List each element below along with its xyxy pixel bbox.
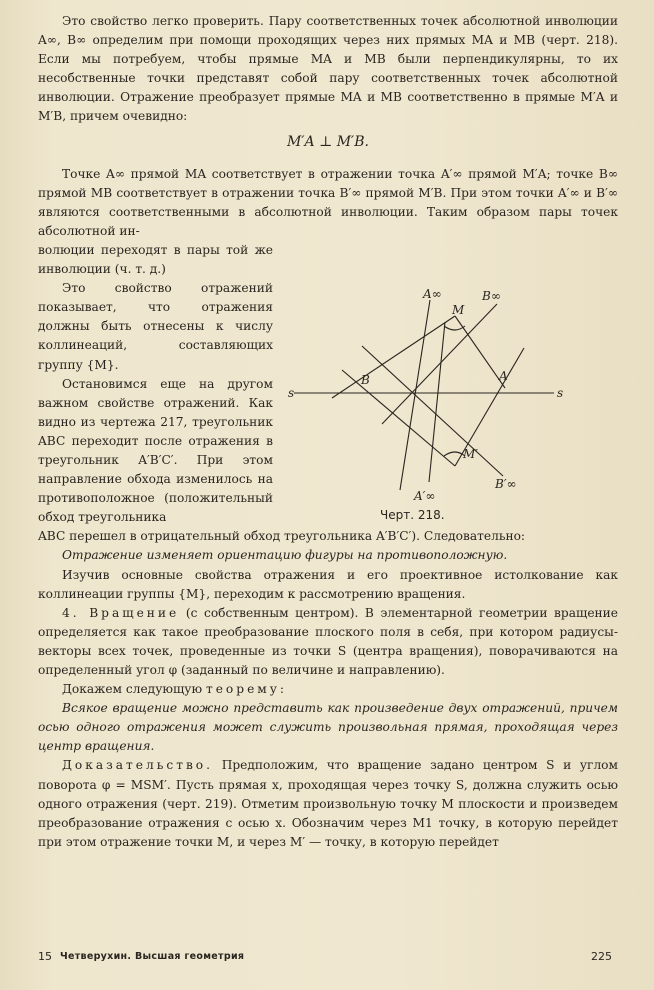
paragraph-10-text: Предположим, что вращение задано центром S и углом поворота φ = MSM′. Пусть прямая x, проходящая через точку S, должна служить осью одного отражения (черт. 219). Отметим произвольную точку M плоскости и произведем преобразование отражения с осью x. Обозначим через M1 точку, в которую перейдет при этом отражение точки M, и через M′ — точку, в которую перейдет (38, 758, 618, 849)
paragraph-1: Это свойство легко проверить. Пару соответственных точек абсолютной инволюции A∞, B∞ определим при помощи проходящих через них прямых MA и MB (черт. 218). Если мы потребуем, чтобы прямые MA и MB были перпендикулярны, то их несобственные точки представят собой пару соответственных точек абсолютной инволюции. Отражение преобразует прямые MA и MB соответственно в прямые M′A и M′B, причем очевидно: (38, 14, 618, 124)
line-b-inf (382, 304, 497, 424)
paragraph-8 (38, 680, 618, 699)
line-m-a (455, 316, 505, 388)
paragraph-7 (38, 604, 618, 680)
page-number: 225 (591, 950, 612, 963)
paragraph-7-text: (с собственным центром). В элементарной геометрии вращение определяется как такое преобразование плоского поля в себя, при котором радиусы-векторы всех точек, проведенные из точки S (центра вращения), поворачиваются на определенный угол φ (заданный по величине и направлению). (38, 605, 618, 677)
figure-caption: Черт. 218. (380, 508, 445, 522)
line-m-b (332, 316, 455, 398)
theorem-statement: Всякое вращение можно представить как произведение двух отражений, причем осью одного отражения может служить произвольная прямая, проходящая через центр вращения. (38, 701, 618, 754)
line-b-inf-prime (362, 346, 503, 476)
proof-heading: Доказательство. (62, 758, 214, 773)
paragraph-8-text: Докажем следующую (62, 682, 206, 697)
section-heading-rotation: 4. Вращение (62, 605, 180, 620)
label-m-prime: M′ (463, 447, 479, 461)
statement-orientation: Отражение изменяет ориентацию фигуры на противоположную. (62, 548, 508, 563)
label-s-left: s (288, 386, 295, 400)
paragraph-4-end: ABC перешел в отрицательный обход треугольника A′B′C′). Следовательно: (38, 529, 526, 544)
running-head: Четверухин. Высшая геометрия (60, 951, 245, 962)
label-a-infinity-prime: A′∞ (414, 489, 436, 503)
wrapped-column (38, 241, 273, 527)
right-angle-arc-bottom (444, 452, 465, 456)
line-a-inf-prime (429, 322, 445, 482)
label-a: A (499, 369, 508, 383)
paragraph-3: Это свойство отражений показывает, что отражения должны быть отнесены к числу коллинеаций, составляющих группу {M}. (38, 281, 273, 372)
label-b: B (361, 373, 370, 387)
paragraph-4: Остановимся еще на другом важном свойстве отражений. Как видно из чертежа 217, треугольник ABC переходит после отражения в треугольник A′B′C′. При этом направление обхода изменилось на противоположное (положительный обход треугольника (38, 376, 273, 525)
figure-lines (294, 300, 554, 490)
label-a-infinity: A∞ (423, 287, 442, 301)
signature-mark: 15 (38, 950, 52, 963)
theorem-word: теорему: (205, 682, 288, 697)
label-s-right: s (557, 386, 564, 400)
formula-perpendicular: M′A ⊥ M′B. (287, 133, 369, 150)
label-b-infinity-prime: B′∞ (495, 477, 517, 491)
paragraph-2: Точке A∞ прямой MA соответствует в отражении точка A′∞ прямой M′A; точке B∞ прямой MB соответствует в отражении точка B′∞ прямой M′B. При этом точки A′∞ и B′∞ являются соответственными в абсолютной инволюции. Таким образом пары точек абсолютной ин- (38, 166, 618, 238)
figure-218 (282, 280, 582, 540)
label-b-infinity: B∞ (482, 289, 501, 303)
paragraph-6: Изучив основные свойства отражения и его проективное истолкование как коллинеации группы {M}, переходим к рассмотрению вращения. (38, 567, 618, 601)
paragraph-10 (38, 756, 618, 851)
label-m: M (452, 303, 465, 317)
line-mprime-b (342, 370, 455, 466)
paragraph-2-continued: волюции переходят в пары той же инволюции (ч. т. д.) (38, 242, 273, 277)
